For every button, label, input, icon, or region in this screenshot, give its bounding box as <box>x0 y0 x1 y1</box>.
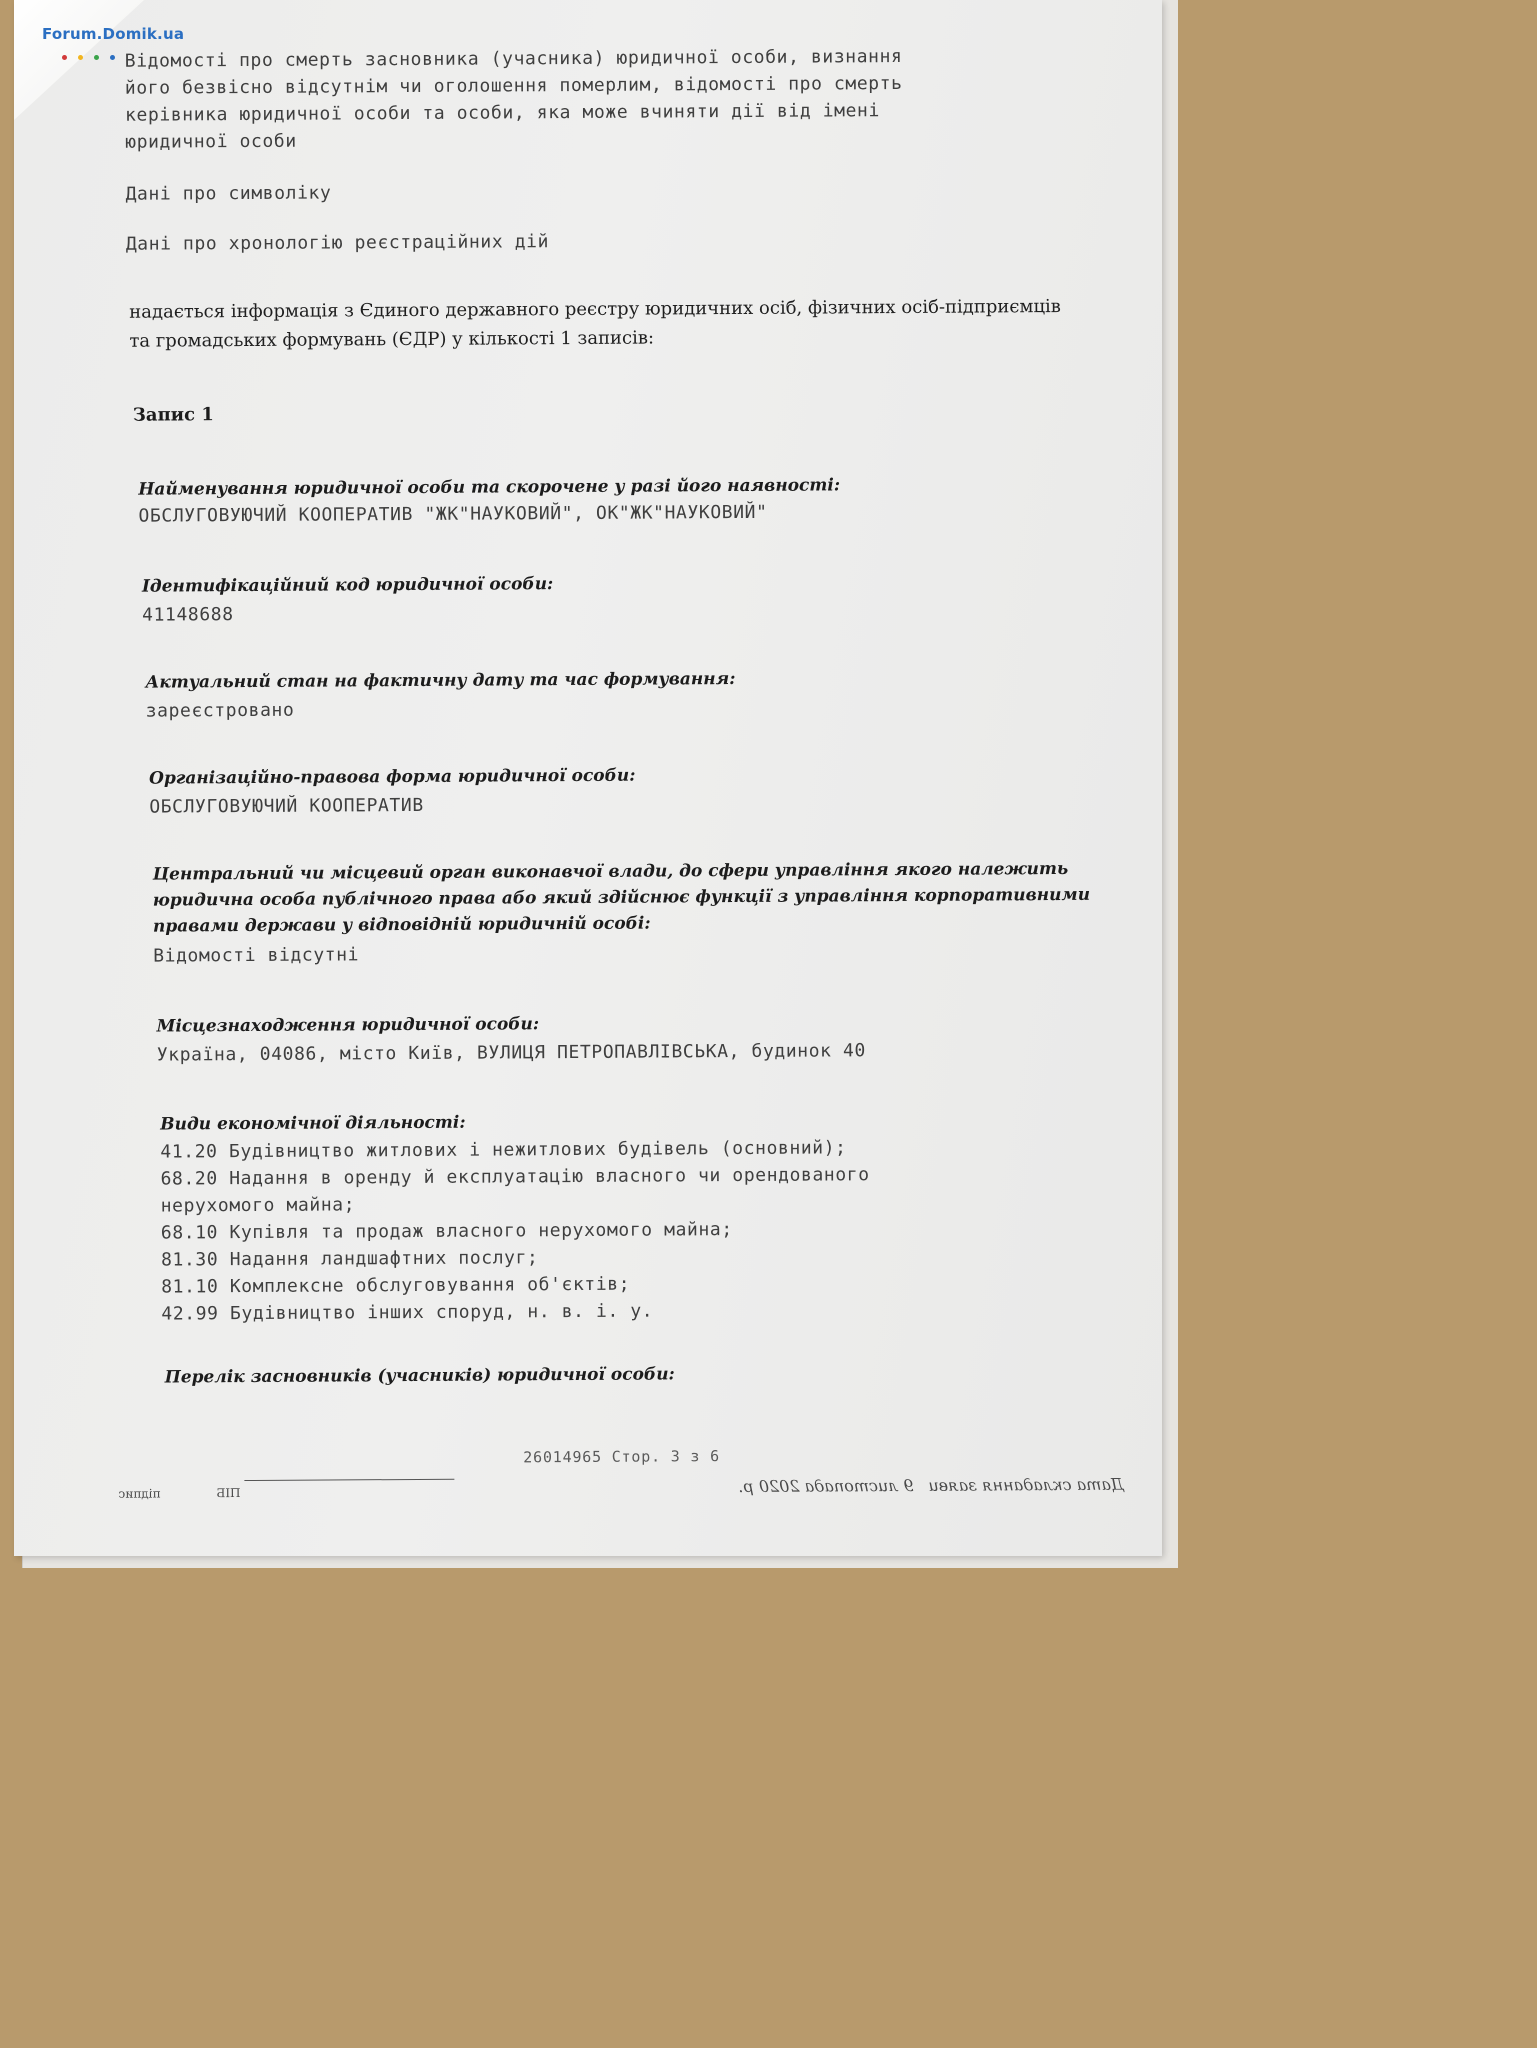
intro-line-2: його безвісно відсутнім чи оголошення померлим, відомості про смерть <box>124 72 903 99</box>
activity-line-5: 81.30 Надання ландшафтних послуг; <box>160 1247 539 1271</box>
activities-label: Види економічної діяльності: <box>160 1112 466 1135</box>
mirror-date-label: Дата складання заяви <box>928 1474 1124 1495</box>
activity-line-7: 42.99 Будівництво інших споруд, н. в. і. у. <box>161 1300 654 1325</box>
info-line-1: надається інформація з Єдиного державного реєстру юридичних осіб, фізичних осіб-підприємців <box>129 296 1061 323</box>
location-label: Місцезнаходження юридичної особи: <box>156 1014 540 1037</box>
info-line-2: та громадських формувань (ЄДР) у кількості 1 записів: <box>129 327 655 352</box>
activity-line-1: 41.20 Будівництво житлових і нежитлових будівель (основний); <box>160 1137 847 1163</box>
page-footer: 26014965 Стор. 3 з 6 <box>523 1447 720 1467</box>
intro-line-3: керівника юридичної особи та особи, яка може вчиняти дії від імені <box>124 100 880 126</box>
watermark-dot-red <box>62 55 67 60</box>
authority-label-2: юридична особа публічного права або який здійснює функції з управління корпоративними <box>152 884 1091 911</box>
status-label: Актуальний стан на фактичну дату та час формування: <box>145 669 736 693</box>
location-value: Україна, 04086, місто Київ, ВУЛИЦЯ ПЕТРОПАВЛІВСЬКА, будинок 40 <box>156 1040 866 1066</box>
watermark-dot-blue <box>110 55 115 60</box>
symbolics-line: Дані про символіку <box>125 182 332 205</box>
intro-line-1: Відомості про смерть засновника (учасника) юридичної особи, визнання <box>124 45 903 72</box>
founders-label: Перелік засновників (учасників) юридичної особи: <box>164 1364 675 1388</box>
activity-line-3: нерухомого майна; <box>160 1194 356 1217</box>
mirror-date-value: 9 листопада 2020 р. <box>738 1475 914 1497</box>
authority-label-1: Центральний чи місцевий орган виконавчої влади, до сфери управління якого належить <box>152 858 1069 885</box>
watermark-dot-green <box>94 55 99 60</box>
code-label: Ідентифікаційний код юридичної особи: <box>141 574 554 597</box>
name-label: Найменування юридичної особи та скорочене у разі його наявності: <box>138 475 841 500</box>
activity-line-2: 68.20 Надання в оренду й експлуатацію власного чи орендованого <box>160 1164 870 1190</box>
watermark-dots <box>62 45 126 64</box>
authority-value: Відомості відсутні <box>153 944 360 967</box>
activity-line-4: 68.10 Купівля та продаж власного нерухомого майна; <box>160 1219 733 1244</box>
watermark-dot-yellow <box>78 55 83 60</box>
record-title: Запис 1 <box>132 404 214 426</box>
document-page <box>14 0 1162 1556</box>
mirror-pib: ПІБ <box>216 1486 241 1501</box>
name-value: ОБСЛУГОВУЮЧИЙ КООПЕРАТИВ "ЖК"НАУКОВИЙ", ОК"ЖК"НАУКОВИЙ" <box>138 501 768 527</box>
mirror-signature: підпис <box>118 1486 161 1501</box>
page-content <box>14 0 1162 1556</box>
intro-line-4: юридичної особи <box>125 130 297 153</box>
chronology-line: Дані про хронологію реєстраційних дій <box>125 231 550 255</box>
activity-line-6: 81.10 Комплексне обслуговування об'єктів; <box>161 1273 631 1298</box>
code-value: 41148688 <box>142 604 234 626</box>
legal-form-label: Організаційно-правова форма юридичної особи: <box>149 765 636 789</box>
legal-form-value: ОБСЛУГОВУЮЧИЙ КООПЕРАТИВ <box>149 794 424 818</box>
forum-watermark: Forum.Domik.ua <box>42 25 185 43</box>
status-value: зареєстровано <box>145 699 295 722</box>
authority-label-3: правами держави у відповідній юридичній особі: <box>152 913 651 937</box>
signature-line <box>244 1479 454 1481</box>
